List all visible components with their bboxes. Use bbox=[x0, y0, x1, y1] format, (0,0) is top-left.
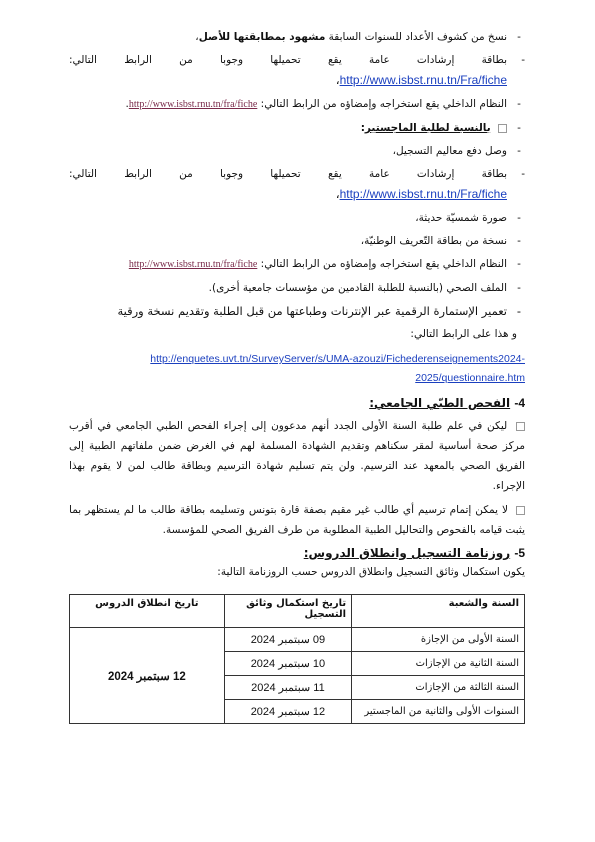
item-text: النظام الداخلي يقع استخراجه وإمضاؤه من الرابط التالي: bbox=[257, 258, 507, 270]
item-text: بطاقة إرشادات عامة يقع تحميلها وجوبا من الرابط التالي: bbox=[69, 54, 507, 66]
paragraph-text: ليكن في علم طلبة السنة الأولى الجدد أنهم مدعوون إلى إجراء الفحص الطبي الجامعي في أقرب مركز صحة أساسية لمقر سكناهم وتقديم الشهادة المسلمة لهم في الغرض ضمن ملفاتهم الطبية إلى الفريق الصحي بالمعهد عند الترسيم. ولن يتم تسليم شهادة الترسيم وبطاقة طالب لمن لا يقوم بهذا الإجراء. bbox=[69, 420, 525, 492]
dash-bullet-icon: - bbox=[517, 282, 521, 294]
list-item bbox=[69, 281, 525, 295]
item-text: الملف الصحي (بالنسبة للطلبة القادمين من مؤسسات جامعية أخرى). bbox=[208, 282, 507, 294]
item-text: نسخ من كشوف الأعداد للسنوات السابقة bbox=[325, 31, 507, 43]
dash-bullet-icon: - bbox=[521, 168, 525, 180]
date-cell: 12 سبتمبر 2024 bbox=[224, 700, 351, 724]
dash-bullet-icon: - bbox=[517, 98, 521, 110]
survey-link-line-1[interactable]: http://enquetes.uvt.tn/SurveyServer/s/UMA-azouzi/Fichederenseignements2024- bbox=[150, 353, 525, 365]
list-item bbox=[69, 53, 525, 67]
item-text: تعمير الإستمارة الرقمية عبر الإنترنات وطباعتها من قبل الطلبة وتقديم نسخة ورقية bbox=[117, 304, 507, 318]
dash-bullet-icon: - bbox=[517, 122, 521, 134]
reglement-link[interactable]: http://www.isbst.rnu.tn/fra/fiche bbox=[128, 259, 258, 270]
checkbox-icon bbox=[516, 422, 525, 431]
survey-link-line-2[interactable]: 2025/questionnaire.htm bbox=[415, 372, 525, 384]
checkbox-icon bbox=[498, 124, 507, 133]
medical-paragraph-2 bbox=[69, 500, 525, 540]
level-cell: السنة الثانية من الإجازات bbox=[352, 652, 525, 676]
section-5-heading bbox=[69, 546, 525, 560]
date-cell: 11 سبتمبر 2024 bbox=[224, 676, 351, 700]
fiche-link[interactable]: http://www.isbst.rnu.tn/Fra/fiche bbox=[339, 73, 507, 87]
list-item bbox=[69, 257, 525, 272]
document-content bbox=[69, 30, 525, 724]
level-cell: السنوات الأولى والثانية من الماجستير bbox=[352, 700, 525, 724]
list-item bbox=[69, 304, 525, 318]
subsection-title: - بالنسبة لطلبة الماجستير: bbox=[69, 121, 525, 135]
table-row bbox=[70, 628, 525, 652]
section-title: الفحص الطبّي الجامعي: bbox=[369, 396, 511, 410]
item-text: نسخة من بطاقة التّعريف الوطنيّة، bbox=[360, 235, 507, 247]
item-emphasis: مشهود بمطابقتها للأصل bbox=[198, 31, 326, 43]
list-item bbox=[69, 234, 525, 248]
reglement-link[interactable]: http://www.isbst.rnu.tn/fra/fiche bbox=[128, 99, 258, 110]
calendar-intro: يكون استكمال وثائق التسجيل وانطلاق الدروس حسب الروزنامة التالية: bbox=[217, 566, 525, 578]
dash-bullet-icon: - bbox=[517, 258, 521, 270]
section-number: 4- bbox=[514, 396, 525, 410]
link-line: ،http://www.isbst.rnu.tn/Fra/fiche bbox=[335, 73, 507, 87]
date-cell: 09 سبتمبر 2024 bbox=[224, 628, 351, 652]
dash-bullet-icon: - bbox=[517, 145, 521, 157]
survey-intro bbox=[69, 327, 525, 341]
date-cell: 10 سبتمبر 2024 bbox=[224, 652, 351, 676]
list-item bbox=[69, 211, 525, 225]
list-item: - نسخ من كشوف الأعداد للسنوات السابقة مشهود بمطابقتها للأصل، bbox=[69, 30, 525, 44]
section-number: 5- bbox=[514, 546, 525, 560]
section-4-heading bbox=[69, 396, 525, 410]
section-title: روزنامة التسجيل وانطلاق الدروس: bbox=[303, 546, 511, 560]
start-date-cell: 12 سبتمبر 2024 bbox=[70, 628, 225, 724]
survey-link-block bbox=[69, 350, 525, 388]
header-cell: تاريخ استكمال وثائق التسجيل bbox=[224, 595, 351, 628]
dash-bullet-icon: - bbox=[517, 235, 521, 247]
level-cell: السنة الأولى من الإجازة bbox=[352, 628, 525, 652]
dash-bullet-icon: - bbox=[517, 212, 521, 224]
medical-paragraph-1 bbox=[69, 416, 525, 496]
table-header-row bbox=[70, 595, 525, 628]
master-title: بالنسبة لطلبة الماجستير bbox=[364, 122, 491, 134]
item-text: صورة شمسيّة حديثة، bbox=[415, 212, 507, 224]
item-text: وصل دفع معاليم التسجيل، bbox=[392, 145, 507, 157]
list-item bbox=[69, 144, 525, 158]
list-item: - النظام الداخلي يقع استخراجه وإمضاؤه من الرابط التالي: http://www.isbst.rnu.tn/fra/fiche. bbox=[69, 97, 525, 112]
dash-bullet-icon: - bbox=[516, 304, 522, 318]
level-cell: السنة الثالثة من الإجازات bbox=[352, 676, 525, 700]
link-line: ،http://www.isbst.rnu.tn/Fra/fiche bbox=[335, 187, 507, 201]
item-text: بطاقة إرشادات عامة يقع تحميلها وجوبا من الرابط التالي: bbox=[69, 168, 507, 180]
item-text: النظام الداخلي يقع استخراجه وإمضاؤه من الرابط التالي: bbox=[257, 98, 507, 110]
dash-bullet-icon: - bbox=[521, 54, 525, 66]
dash-bullet-icon: - bbox=[517, 31, 521, 43]
paragraph-text: لا يمكن إتمام ترسيم أي طالب غير مقيم بصفة قارة بتونس وتسليمه بطاقة طالب ما لم يستظهر بما يثبت قيامه بالفحوص والتحاليل الطبية المطلوبة من طرف الفريق الصحي للمؤسسة. bbox=[69, 504, 525, 536]
calendar-table bbox=[69, 594, 525, 724]
checkbox-icon bbox=[516, 506, 525, 515]
header-cell: السنة والشعبة bbox=[352, 595, 525, 628]
header-cell: تاريخ انطلاق الدروس bbox=[70, 595, 225, 628]
list-item bbox=[69, 167, 525, 181]
survey-intro-text: و هذا على الرابط التالي: bbox=[410, 328, 517, 340]
fiche-link[interactable]: http://www.isbst.rnu.tn/Fra/fiche bbox=[339, 187, 507, 201]
